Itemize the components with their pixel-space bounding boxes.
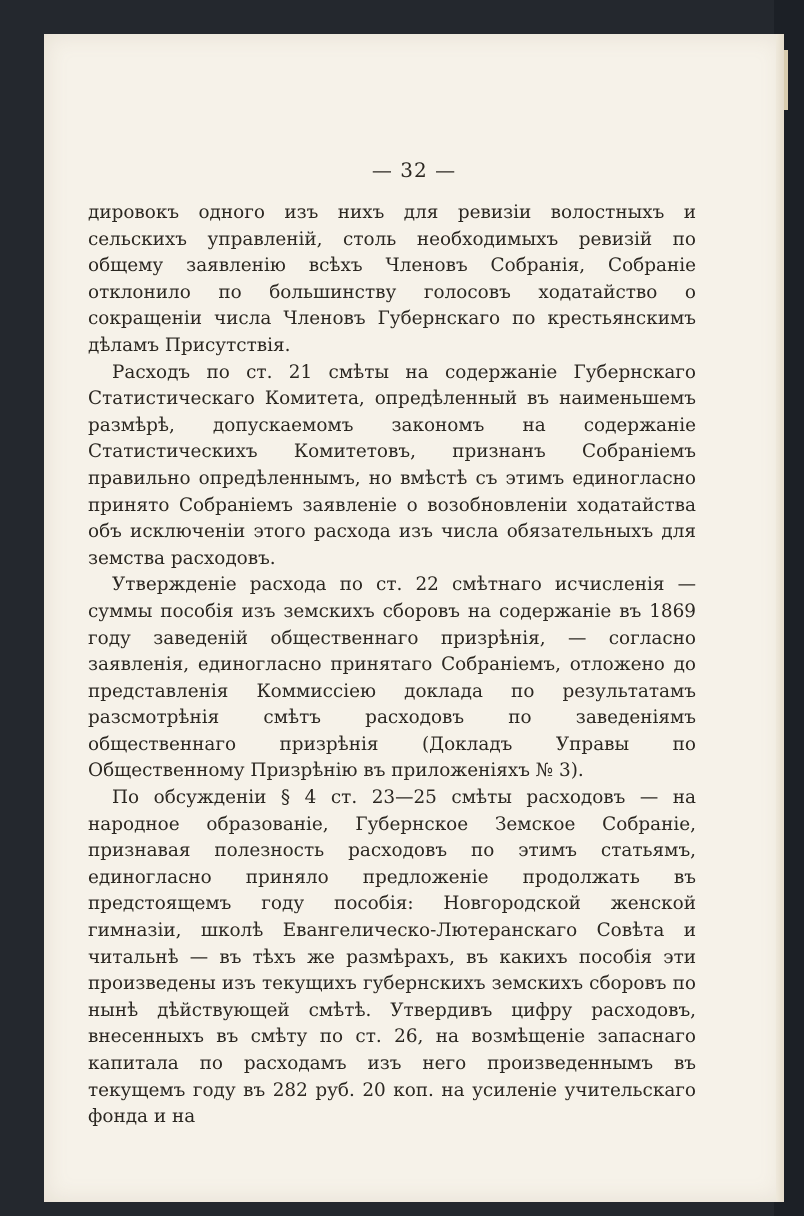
paragraph: дировокъ одного изъ нихъ для ревизіи волостныхъ и сельскихъ управленій, столь необходимыхъ ревизій по общему заявленію всѣхъ Членовъ Собранія, Собраніе отклонило по большинству голосовъ ходатайство о сокращеніи числа Членовъ Губернскаго по крестьянскимъ дѣламъ Присутствія.: [88, 202, 696, 356]
body-text: [88, 200, 696, 1131]
page-number: — 32 —: [371, 158, 457, 182]
paragraph: По обсужденіи § 4 ст. 23—25 смѣты расходовъ — на народное образованіе, Губернское Земское Собраніе, признавая полезность расходовъ по этимъ статьямъ, единогласно приняло предложеніе продолжать въ предстоящемъ году пособія: Новгородской женской гимназіи, школѣ Евангелическо-Лютеранскаго Совѣта и читальнѣ — въ тѣхъ же размѣрахъ, въ какихъ пособія эти произведены изъ текущихъ губернскихъ земскихъ сборовъ по нынѣ дѣйствующей смѣтѣ. Утвердивъ цифру расходовъ, внесенныхъ въ смѣту по ст. 26, на возмѣщеніе запаснаго капитала по расходамъ изъ него произведеннымъ въ текущемъ году въ 282 руб. 20 коп. на усиленіе учительскаго фонда и на: [88, 787, 696, 1128]
page-edge: [776, 34, 784, 1202]
paragraph: Расходъ по ст. 21 смѣты на содержаніе Губернскаго Статистическаго Комитета, опредѣленный въ наименьшемъ размѣрѣ, допускаемомъ закономъ на содержаніе Статистическихъ Комитетовъ, признанъ Собраніемъ правильно опредѣленнымъ, но вмѣстѣ съ этимъ единогласно принято Собраніемъ заявленіе о возобновленіи ходатайства объ исключеніи этого расхода изъ числа обязательныхъ для земства расходовъ.: [88, 361, 696, 569]
paragraph: Утвержденіе расхода по ст. 22 смѣтнаго исчисленія — суммы пособія изъ земскихъ сборовъ на содержаніе въ 1869 году заведеній общественнаго призрѣнія, — согласно заявленія, единогласно принятаго Собраніемъ, отложено до представленія Коммиссіею доклада по результатамъ разсмотрѣнія смѣтъ расходовъ по заведеніямъ общественнаго призрѣнія (Докладъ Управы по Общественному Призрѣнію въ приложеніяхъ № 3).: [88, 574, 696, 782]
